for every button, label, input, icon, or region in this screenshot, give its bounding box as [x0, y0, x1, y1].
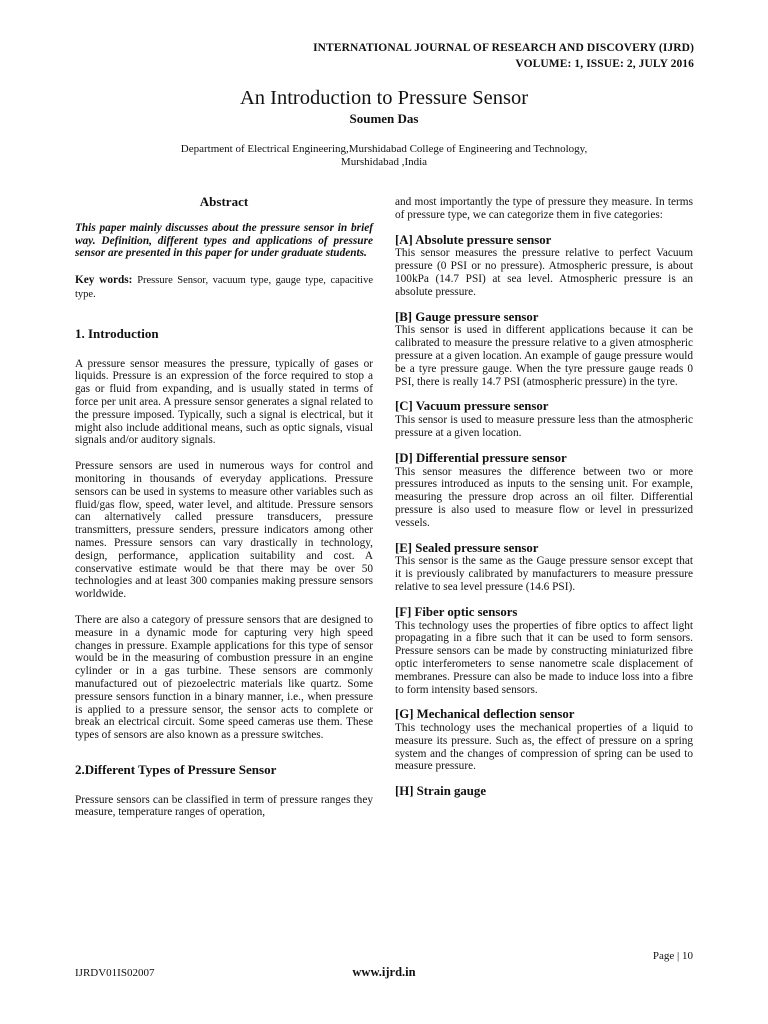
types-heading: 2.Different Types of Pressure Sensor [75, 761, 277, 777]
keywords [75, 274, 373, 302]
right-column [395, 196, 693, 799]
abstract-text: This paper mainly discusses about the pressure sensor in brief way. Definition, different types and applications of pressure sensor are presented in this paper for under graduate students. [75, 221, 373, 260]
keywords-text: Pressure Sensor, vacuum type, gauge type, capacitive type. [75, 275, 373, 300]
intro-paragraph: Pressure sensors are used in numerous ways for control and monitoring in thousands of everyday applications. Pressure sensors can be used in systems to measure other variables such as fluid/gas flow, speed, water level, and altitude. Pressure sensors can alternatively called pressure transducers, pressure transmitters, pressure senders, pressure indicators among other names. Pressure sensors can vary drastically in technology, design, performance, application suitability and cost. A conservative estimate would be that there may be over 50 technologies and at least 300 companies making pressure sensors worldwide. [75, 460, 373, 601]
sensor-type-section [395, 606, 693, 697]
paper-title: An Introduction to Pressure Sensor [239, 87, 529, 109]
section-text: This sensor is the same as the Gauge pressure sensor except that it is previously calibrated by manufacturers to measure pressure relative to sea level pressure (14.6 PSI). [395, 555, 693, 593]
section-text: This technology uses the mechanical properties of a liquid to measure its pressure. Such as, the effect of pressure on a spring system and the changes of compression of spring can be used to measure pressure. [395, 722, 693, 773]
types-intro-left: Pressure sensors can be classified in term of pressure ranges they measure, temperature ranges of operation, [75, 793, 373, 819]
sensor-type-section [395, 542, 693, 594]
section-heading: [C] Vacuum pressure sensor [395, 399, 549, 414]
section-heading: [D] Differential pressure sensor [395, 450, 567, 465]
section-heading: [B] Gauge pressure sensor [395, 309, 539, 324]
sensor-type-section [395, 785, 693, 798]
section-heading: [F] Fiber optic sensors [395, 604, 518, 619]
section-heading: [H] Strain gauge [395, 784, 486, 799]
left-column [75, 196, 373, 819]
affiliation-line: Murshidabad ,India [340, 156, 428, 168]
sensor-type-section [395, 400, 693, 439]
affiliation [0, 143, 768, 169]
section-heading: [E] Sealed pressure sensor [395, 540, 539, 555]
section-text: This sensor is used in different applications because it can be calibrated to measure the pressure relative to a given atmospheric pressure at a given location. An example of gauge pressure would be a tyre pressure gauge. When the tyre pressure gauge reads 0 PSI, there is really 14.7 PSI (atmospheric pressure) in the tyre. [395, 324, 693, 388]
intro-paragraph: A pressure sensor measures the pressure, typically of gases or liquids. Pressure is an expression of the force required to stop a gas or fluid from expanding, and is usually stated in terms of force per unit area. A pressure sensor generates a signal related to the pressure imposed. Typically, such a signal is electrical, but it might also include additional means, such as optic signals, visual signals and/or auditory signals. [75, 357, 373, 447]
author-name: Soumen Das [349, 111, 419, 126]
affiliation-line: Department of Electrical Engineering,Murshidabad College of Engineering and Technology, [180, 143, 588, 155]
sensor-type-section [395, 234, 693, 299]
journal-volume-issue: VOLUME: 1, ISSUE: 2, JULY 2016 [515, 58, 694, 70]
types-intro-right: and most importantly the type of pressure they measure. In terms of pressure type, we can categorize them in five categories: [395, 196, 693, 221]
website-link[interactable]: www.ijrd.in [352, 965, 416, 979]
journal-name: INTERNATIONAL JOURNAL OF RESEARCH AND DISCOVERY (IJRD) [313, 42, 694, 54]
section-heading: [A] Absolute pressure sensor [395, 232, 552, 247]
introduction-heading: 1. Introduction [75, 325, 159, 341]
section-text: This sensor measures the difference between two or more pressures introduced as inputs to the sensing unit. For example, measuring the pressure drop across an oil filter. Differential pressure is also used to measure flow or level in pressurized vessels. [395, 465, 693, 529]
sensor-type-section [395, 452, 693, 530]
section-text: This technology uses the properties of fibre optics to affect light propagating in a fibre such that it can be used to form sensors. Pressure sensors can be made by constructing miniaturized fibre optic interferometers to sense nanometre scale displacement of membranes. Pressure can also be made to induce loss into a fibre to form intensity based sensors. [395, 619, 693, 696]
paper-id: IJRDV01IS02007 [75, 967, 155, 979]
keywords-label: Key words: [75, 274, 133, 287]
intro-paragraph: There are also a category of pressure sensors that are designed to measure in a dynamic mode for capturing very high speed changes in pressure. Example applications for this type of sensor would be in the measuring of combustion pressure in an engine cylinder or in a gas turbine. These sensors are commonly manufactured out of piezoelectric materials like quartz. Some pressure sensors function in a binary manner, i.e., when pressure is applied to a pressure sensor, the sensor acts to complete or break an electrical circuit. Some speed cameras use them. These types of sensors are also known as a pressure switches. [75, 613, 373, 742]
abstract-heading: Abstract [199, 194, 249, 209]
section-text: This sensor is used to measure pressure less than the atmospheric pressure at a given location. [395, 414, 693, 439]
section-heading: [G] Mechanical deflection sensor [395, 707, 575, 722]
page-number: Page | 10 [652, 950, 693, 962]
sensor-type-section [395, 311, 693, 389]
sensor-type-section [395, 708, 693, 773]
section-text: This sensor measures the pressure relative to perfect Vacuum pressure (0 PSI or no pressure). Atmospheric pressure, is about 100kPa (14.7 PSI) at sea level. Atmospheric pressure is an absolute pressure. [395, 247, 693, 298]
